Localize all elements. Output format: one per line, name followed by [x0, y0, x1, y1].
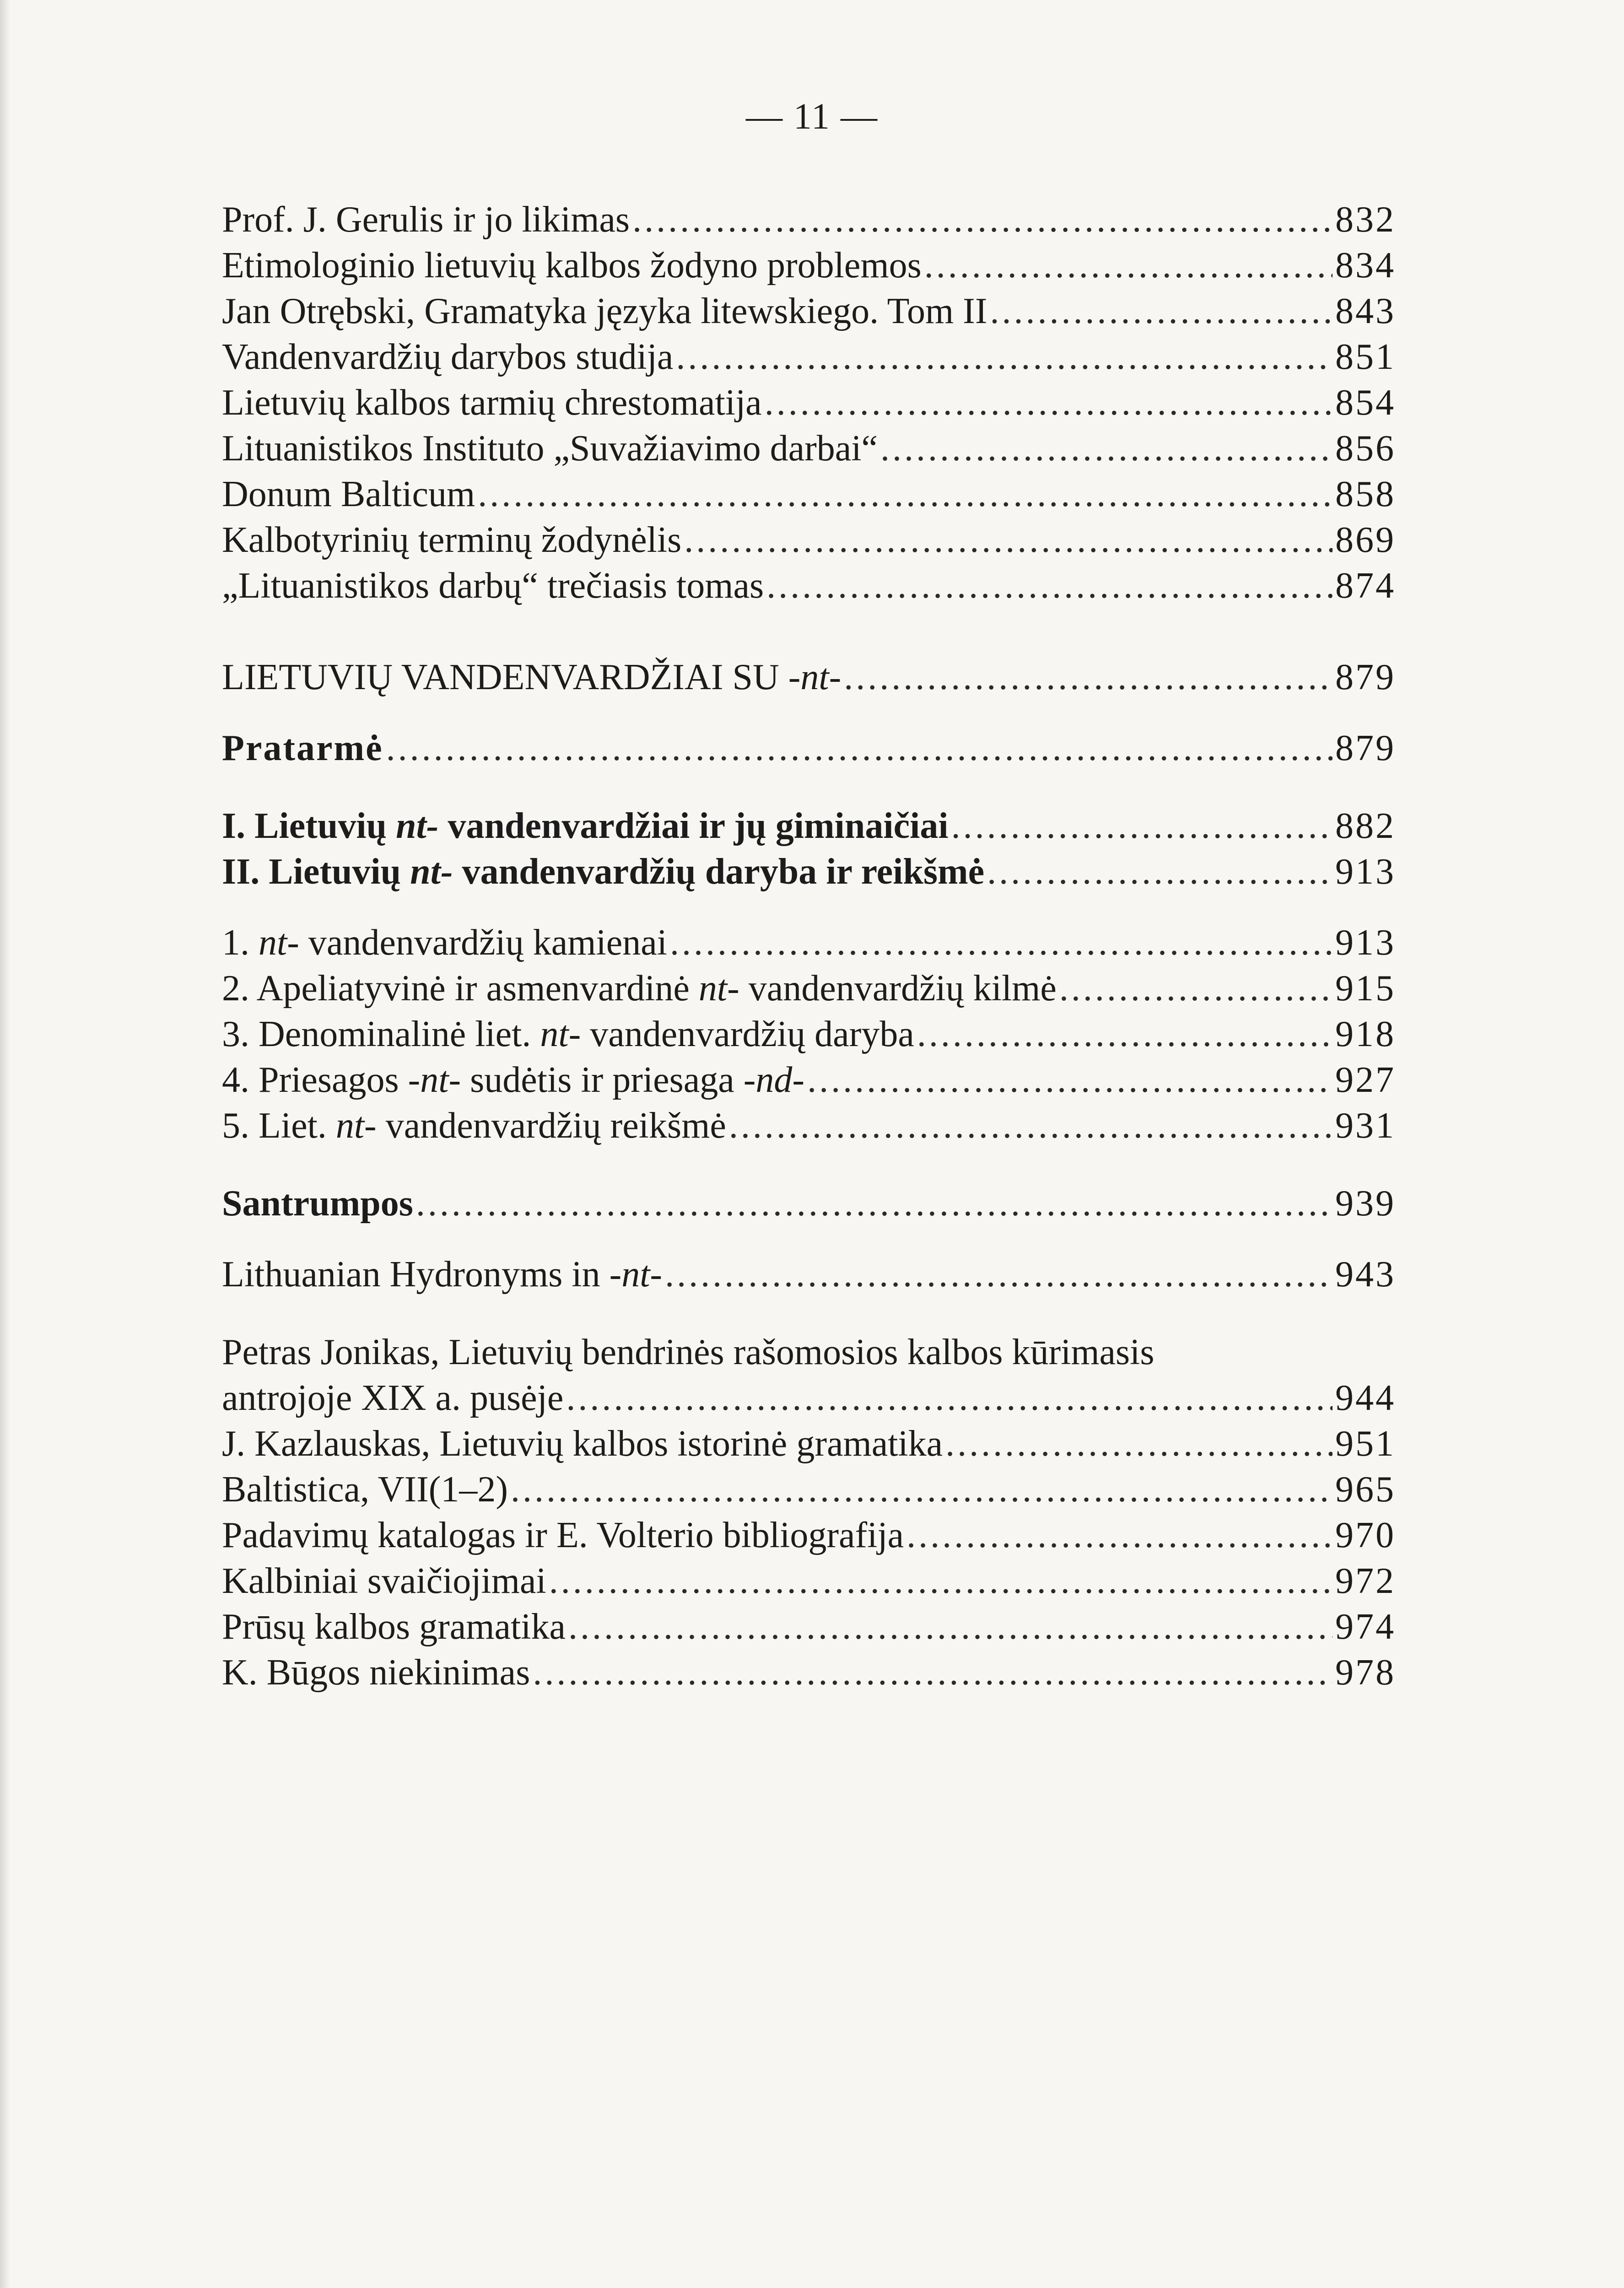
toc-entry-page: 915 — [1335, 968, 1396, 1009]
toc-entry[interactable] — [222, 288, 1396, 334]
toc-entry-title: K. Būgos niekinimas — [222, 1652, 530, 1693]
toc-entry[interactable] — [222, 1512, 1396, 1558]
toc-entry-title — [222, 966, 1057, 1011]
toc-entry-page: 944 — [1335, 1378, 1396, 1418]
toc-entry-page: 974 — [1335, 1607, 1396, 1647]
dot-leader — [386, 725, 1333, 771]
toc-entry[interactable] — [222, 1604, 1396, 1650]
dot-leader — [766, 563, 1333, 609]
toc-entry-title — [222, 1057, 804, 1103]
title-em: nt- — [335, 1106, 377, 1146]
page-edge — [0, 0, 10, 2288]
title-em: -nt- — [788, 657, 842, 697]
toc-entry[interactable] — [222, 563, 1396, 609]
toc-entry-title: Padavimų katalogas ir E. Volterio bibliografija — [222, 1515, 904, 1555]
toc-subsection[interactable] — [222, 1011, 1396, 1057]
dot-leader — [917, 1011, 1333, 1057]
title-pre: 2. Apeliatyvinė ir asmenvardinė — [222, 968, 699, 1009]
dot-leader — [665, 1252, 1333, 1297]
toc-entry[interactable] — [222, 517, 1396, 563]
toc-entry[interactable] — [222, 1421, 1396, 1467]
toc-entry-page: 843 — [1335, 291, 1396, 331]
toc-entry-page: 965 — [1335, 1469, 1396, 1510]
title-post: vandenvardžių kilmė — [739, 968, 1057, 1009]
toc-chapter[interactable] — [222, 849, 1396, 895]
toc-entry-title: Baltistica, VII(1–2) — [222, 1469, 508, 1510]
toc-entry-page: 913 — [1335, 852, 1396, 892]
dot-leader — [807, 1057, 1333, 1103]
toc-chapter[interactable] — [222, 803, 1396, 849]
toc-entry-page: 951 — [1335, 1424, 1396, 1464]
title-em: nt- — [259, 923, 299, 963]
dot-leader — [670, 920, 1333, 966]
toc-entry-abbreviations[interactable] — [222, 1181, 1396, 1226]
title-main: LIETUVIŲ VANDENVARDŽIAI SU — [222, 657, 788, 697]
toc-entry-title: Etimologinio lietuvių kalbos žodyno problemos — [222, 245, 922, 286]
dot-leader — [951, 803, 1333, 849]
toc-entry[interactable] — [222, 334, 1396, 380]
toc-entry-page: 931 — [1335, 1106, 1396, 1146]
toc-entry[interactable] — [222, 1650, 1396, 1695]
toc-entry-page: 913 — [1335, 923, 1396, 963]
toc-entry-page: 978 — [1335, 1652, 1396, 1693]
toc-entry-summary[interactable] — [222, 1252, 1396, 1297]
toc-entry-title — [222, 1103, 726, 1149]
toc-entry-title: Donum Balticum — [222, 474, 475, 514]
dot-leader — [684, 517, 1333, 563]
title-pre: 3. Denominalinė liet. — [222, 1014, 540, 1054]
toc-entry[interactable] — [222, 426, 1396, 471]
toc-section-heading[interactable] — [222, 654, 1396, 700]
dot-leader — [765, 380, 1333, 426]
title-pre: II. Lietuvių — [222, 852, 410, 892]
title-pre: I. Lietuvių — [222, 806, 396, 846]
toc-entry-title — [222, 654, 841, 700]
dot-leader — [729, 1103, 1333, 1149]
dot-leader — [844, 654, 1333, 700]
toc-entry-page: 879 — [1335, 657, 1396, 697]
toc-subsection[interactable] — [222, 920, 1396, 966]
dot-leader — [924, 243, 1333, 288]
toc-entry-page: 939 — [1335, 1183, 1396, 1224]
toc-entry-page: 927 — [1335, 1060, 1396, 1100]
toc-entry-page: 858 — [1335, 474, 1396, 514]
toc-entry-preface[interactable] — [222, 725, 1396, 771]
title-pre: Lithuanian Hydronyms in — [222, 1254, 610, 1295]
toc-entry-title: Vandenvardžių darybos studija — [222, 337, 674, 377]
title-post: vandenvardžiai ir jų giminaičiai — [438, 806, 949, 846]
toc-entry-page: 854 — [1335, 383, 1396, 423]
title-pre: 5. Liet. — [222, 1106, 336, 1146]
dot-leader — [880, 426, 1333, 471]
dot-leader — [676, 334, 1333, 380]
dot-leader — [1059, 966, 1333, 1011]
toc-entry-title: „Lituanistikos darbų“ trečiasis tomas — [222, 566, 764, 606]
toc-entry-title — [222, 849, 984, 895]
toc-entry-title: Prūsų kalbos gramatika — [222, 1607, 566, 1647]
toc-entry-title — [222, 920, 667, 966]
title-post: vandenvardžių daryba ir reikšmė — [453, 852, 985, 892]
toc-entry[interactable] — [222, 1467, 1396, 1512]
title-em2: -nd- — [743, 1060, 805, 1100]
toc-entry-title — [222, 803, 949, 849]
toc-entry-page: 918 — [1335, 1014, 1396, 1054]
toc-subsection[interactable] — [222, 1057, 1396, 1103]
title-post: vandenvardžių kamienai — [299, 923, 667, 963]
toc-entry-title: Kalbiniai svaičiojimai — [222, 1561, 546, 1601]
toc-entry-title-line1: Petras Jonikas, Lietuvių bendrinės rašomosios kalbos kūrimasis — [222, 1332, 1155, 1372]
toc-entry-title: antrojoje XIX a. pusėje — [222, 1378, 564, 1418]
title-pre: 4. Priesagos — [222, 1060, 408, 1100]
title-pre: 1. — [222, 923, 259, 963]
dot-leader — [416, 1181, 1333, 1226]
toc-entry-page: 869 — [1335, 520, 1396, 560]
toc-entry-page: 943 — [1335, 1254, 1396, 1295]
toc-entry-title: J. Kazlauskas, Lietuvių kalbos istorinė gramatika — [222, 1424, 943, 1464]
toc-entry-page: 882 — [1335, 806, 1396, 846]
title-em: -nt- — [408, 1060, 461, 1100]
toc-entry-first-line — [222, 1329, 1396, 1375]
title-em: nt- — [540, 1014, 581, 1054]
toc-entry[interactable] — [222, 1375, 1396, 1421]
title-em: nt- — [698, 968, 739, 1009]
toc-entry-title — [222, 1252, 662, 1297]
toc-entry-page: 879 — [1335, 728, 1396, 768]
page-number: — 11 — — [745, 97, 879, 137]
toc-entry-title: Lietuvių kalbos tarmių chrestomatija — [222, 383, 762, 423]
toc-entry-page: 970 — [1335, 1515, 1396, 1555]
dot-leader — [990, 288, 1333, 334]
dot-leader — [549, 1558, 1333, 1604]
toc-entry-page: 874 — [1335, 566, 1396, 606]
toc-entry-page: 856 — [1335, 428, 1396, 469]
toc-entry-title: Santrumpos — [222, 1183, 413, 1224]
toc-entry-title: Pratarmė — [222, 728, 383, 768]
table-of-contents — [222, 197, 1396, 1695]
dot-leader — [906, 1512, 1333, 1558]
toc-subsection[interactable] — [222, 966, 1396, 1011]
toc-entry[interactable] — [222, 1558, 1396, 1604]
toc-entry[interactable] — [222, 243, 1396, 288]
title-em: nt- — [396, 806, 439, 846]
toc-entry-page: 972 — [1335, 1561, 1396, 1601]
toc-entry-title: Prof. J. Gerulis ir jo likimas — [222, 200, 630, 240]
title-mid: sudėtis ir priesaga — [461, 1060, 744, 1100]
toc-entry[interactable] — [222, 380, 1396, 426]
dot-leader — [566, 1375, 1333, 1421]
toc-subsection[interactable] — [222, 1103, 1396, 1149]
dot-leader — [632, 197, 1333, 243]
title-post: vandenvardžių daryba — [581, 1014, 914, 1054]
toc-entry[interactable] — [222, 197, 1396, 243]
title-post: vandenvardžių reikšmė — [376, 1106, 726, 1146]
dot-leader — [533, 1650, 1333, 1695]
toc-entry-title: Jan Otrębski, Gramatyka języka litewskiego. Tom II — [222, 291, 987, 331]
toc-entry-title: Lituanistikos Instituto „Suvažiavimo darbai“ — [222, 428, 878, 469]
toc-entry[interactable] — [222, 471, 1396, 517]
toc-entry-title: Kalbotyrinių terminų žodynėlis — [222, 520, 682, 560]
title-em: nt- — [410, 852, 453, 892]
dot-leader — [568, 1604, 1333, 1650]
toc-entry-page: 851 — [1335, 337, 1396, 377]
dot-leader — [945, 1421, 1333, 1467]
title-em: -nt- — [609, 1254, 663, 1295]
toc-entry-page: 834 — [1335, 245, 1396, 286]
toc-entry-page: 832 — [1335, 200, 1396, 240]
dot-leader — [987, 849, 1333, 895]
dot-leader — [511, 1467, 1333, 1512]
dot-leader — [478, 471, 1333, 517]
toc-entry-title — [222, 1011, 914, 1057]
